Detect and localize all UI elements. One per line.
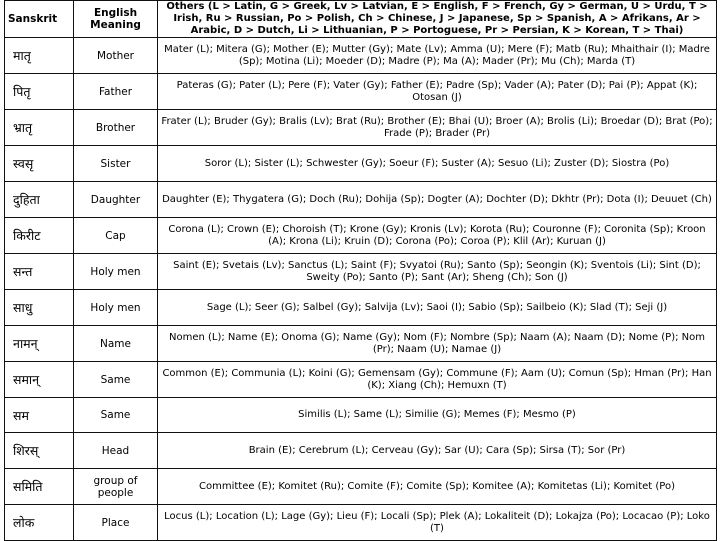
header-sanskrit: Sanskrit [5,1,74,38]
table-row [5,38,717,74]
english-meaning: Father [74,74,158,110]
cognates: Soror (L); Sister (L); Schwester (Gy); Soeur (F); Suster (A); Sesuo (Li); Zuster (D); Siostra (Po) [158,146,717,182]
sanskrit-word: दुहिता [5,182,74,218]
sanskrit-word: पितृ [5,74,74,110]
header-english-meaning: English Meaning [74,1,158,38]
english-meaning: Name [74,326,158,362]
english-meaning: Cap [74,218,158,254]
table-row [5,362,717,398]
table-row [5,74,717,110]
english-meaning: Mother [74,38,158,74]
sanskrit-word: सन्त [5,254,74,290]
header-others: Others (L > Latin, G > Greek, Lv > Latvian, E > English, F > French, Gy > German, U > Urdu, T > Irish, Ru > Russian, Po > Polish, Ch > Chinese, J > Japanese, Sp > Spanish, A > Afrikans, Ar > Arabic, D > Dutch, Li > Lithuanian, P > Portoguese, Pr > Persian, K > Korean, T > Thai) [158,1,717,38]
english-meaning: group of people [74,469,158,505]
sanskrit-word: मातृ [5,38,74,74]
sanskrit-word: किरीट [5,218,74,254]
cognates: Frater (L); Bruder (Gy); Bralis (Lv); Brat (Ru); Brother (E); Bhai (U); Broer (A); Brolis (Li); Broedar (D); Brat (Po); Frade (P); Brader (Pr) [158,110,717,146]
sanskrit-word: सम [5,398,74,433]
cognates: Saint (E); Svetais (Lv); Sanctus (L); Saint (F); Svyatoi (Ru); Santo (Sp); Seongin (K); Sventois (Li); Sint (D); Sweity (Po); Santo (P); Sant (Ar); Sheng (Ch); Son (J) [158,254,717,290]
sanskrit-word: शिरस् [5,433,74,469]
cognates: Mater (L); Mitera (G); Mother (E); Mutter (Gy); Mate (Lv); Amma (U); Mere (F); Matb (Ru); Mhaithair (I); Madre (Sp); Motina (Li); Moeder (D); Madre (P); Ma (A); Mader (Pr); Mu (Ch); Marda (T) [158,38,717,74]
table-row [5,110,717,146]
header-row [5,1,717,38]
cognates: Similis (L); Same (L); Similie (G); Memes (F); Mesmo (P) [158,398,717,433]
cognates: Nomen (L); Name (E); Onoma (G); Name (Gy); Nom (F); Nombre (Sp); Naam (A); Naam (D); Nome (P); Nom (Pr); Naam (U); Namae (J) [158,326,717,362]
sanskrit-cognates-table [4,0,717,541]
document-page [4,0,716,539]
english-meaning: Same [74,398,158,433]
sanskrit-word: लोक [5,505,74,541]
sanskrit-word: नामन् [5,326,74,362]
table-row [5,218,717,254]
english-meaning: Holy men [74,290,158,326]
table-row [5,290,717,326]
english-meaning: Brother [74,110,158,146]
cognates: Brain (E); Cerebrum (L); Cerveau (Gy); Sar (U); Cara (Sp); Sirsa (T); Sor (Pr) [158,433,717,469]
table-row [5,398,717,433]
english-meaning: Place [74,505,158,541]
table-row [5,326,717,362]
cognates: Sage (L); Seer (G); Salbel (Gy); Salvija (Lv); Saoi (I); Sabio (Sp); Sailbeio (K); Slad (T); Seji (J) [158,290,717,326]
table-row [5,146,717,182]
sanskrit-word: समान् [5,362,74,398]
cognates: Locus (L); Location (L); Lage (Gy); Lieu (F); Locali (Sp); Plek (A); Lokaliteit (D); Lokajza (Po); Locacao (P); Loko (T) [158,505,717,541]
sanskrit-word: साधु [5,290,74,326]
sanskrit-word: समिति [5,469,74,505]
cognates: Daughter (E); Thygatera (G); Doch (Ru); Dohija (Sp); Dogter (A); Dochter (D); Dkhtr (Pr); Dota (I); Deuuet (Ch) [158,182,717,218]
sanskrit-word: स्वसृ [5,146,74,182]
english-meaning: Same [74,362,158,398]
english-meaning: Sister [74,146,158,182]
table-row [5,505,717,541]
english-meaning: Daughter [74,182,158,218]
table-row [5,254,717,290]
table-row [5,433,717,469]
cognates: Corona (L); Crown (E); Choroish (T); Krone (Gy); Kronis (Lv); Korota (Ru); Couronne (F); Coronita (Sp); Kroon (A); Krona (Li); Kruin (D); Corona (Po); Coroa (P); Klil (Ar); Kuruan (J) [158,218,717,254]
cognates: Committee (E); Komitet (Ru); Comite (F); Comite (Sp); Komitee (A); Komitetas (Li); Komitet (Po) [158,469,717,505]
table-row [5,182,717,218]
cognates: Pateras (G); Pater (L); Pere (F); Vater (Gy); Father (E); Padre (Sp); Vader (A); Pater (D); Pai (P); Appat (K); Otosan (J) [158,74,717,110]
table-row [5,469,717,505]
sanskrit-word: भ्रातृ [5,110,74,146]
cognates: Common (E); Communia (L); Koini (G); Gemensam (Gy); Commune (F); Aam (U); Comun (Sp); Hman (Pr); Han (K); Xiang (Ch); Hemuxn (T) [158,362,717,398]
english-meaning: Head [74,433,158,469]
english-meaning: Holy men [74,254,158,290]
